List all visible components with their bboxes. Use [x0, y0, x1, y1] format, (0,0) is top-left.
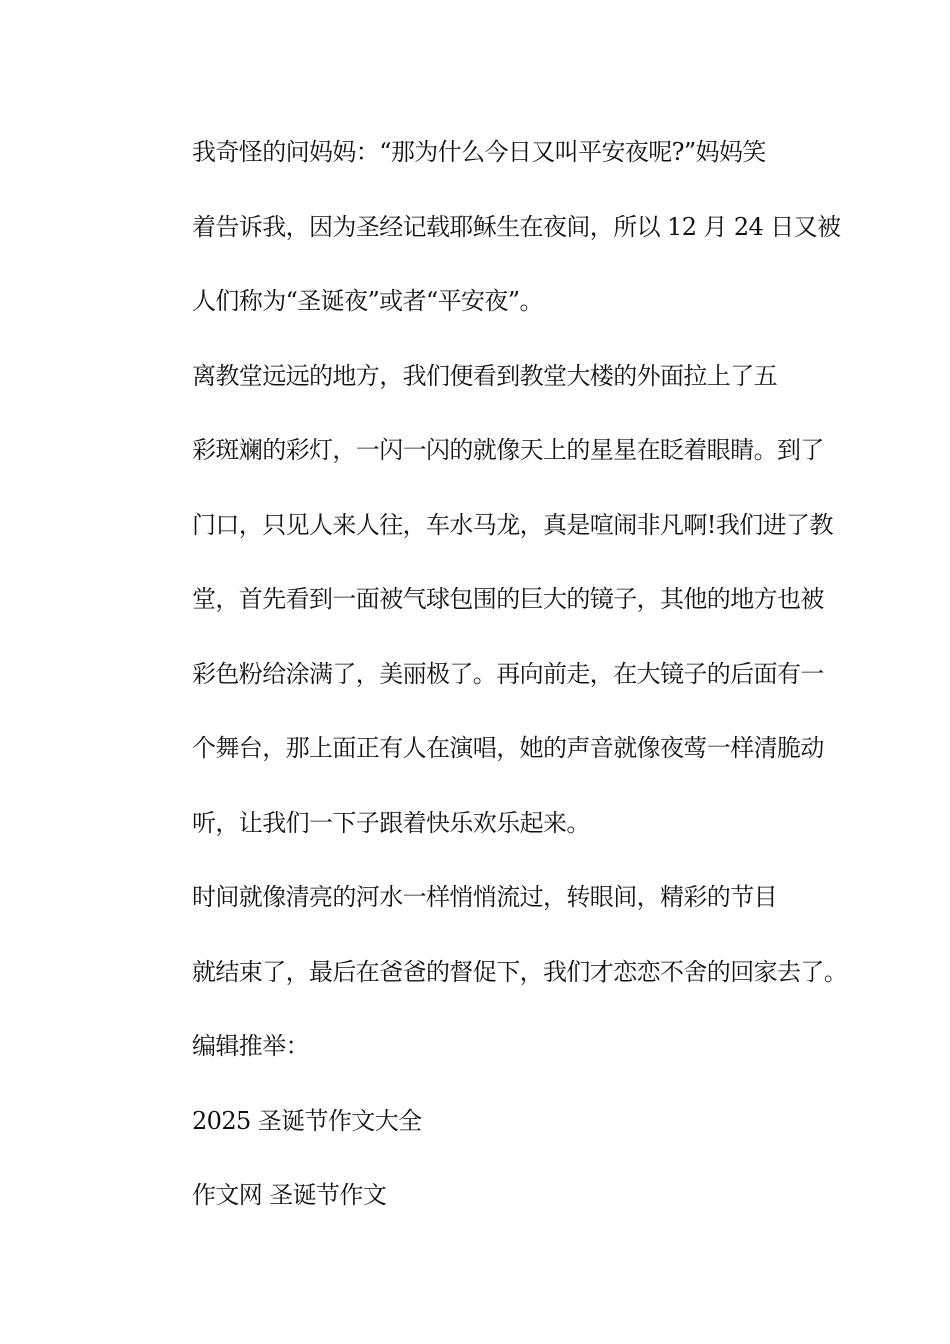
text-line: 我奇怪的问妈妈：“那为什么今日又叫平安夜呢?”妈妈笑: [192, 138, 766, 166]
text-line: 编辑推举：: [192, 1032, 309, 1060]
text-line: 门口，只见人来人往，车水马龙，真是喧闹非凡啊!我们进了教: [192, 510, 833, 539]
text-line: 彩斑斓的彩灯，一闪一闪的就像天上的星星在眨着眼睛。到了: [192, 436, 824, 464]
paragraph-ending: [144, 860, 848, 1009]
text-line: 个舞台，那上面正有人在演唱，她的声音就像夜莺一样清脆动: [192, 734, 824, 762]
text-line: 人们称为“圣诞夜”或者“平安夜”。: [192, 287, 543, 315]
text-line: 作文网 圣诞节作文: [192, 1181, 387, 1209]
editor-recommendation-label: [144, 1009, 808, 1084]
text-line: 彩色粉给涂满了，美丽极了。再向前走，在大镜子的后面有一: [192, 659, 824, 688]
recommended-link-christmas-essays: [144, 1084, 808, 1159]
text-line: 2025 圣诞节作文大全: [192, 1106, 422, 1135]
text-line: 就结束了，最后在爸爸的督促下，我们才恋恋不舍的回家去了。: [192, 957, 848, 986]
text-line: 时间就像清亮的河水一样悄悄流过，转眼间，精彩的节目: [192, 883, 777, 911]
text-line: 离教堂远远的地方，我们便看到教堂大楼的外面拉上了五: [192, 361, 777, 390]
article-body: [144, 115, 848, 1233]
text-line: 着告诉我，因为圣经记载耶稣生在夜间，所以 12 月 24 日又被: [192, 212, 841, 241]
recommended-link-essay-site: [144, 1158, 808, 1233]
text-line: 听，让我们一下子跟着快乐欢乐起来。: [192, 808, 590, 837]
text-line: 堂，首先看到一面被气球包围的巨大的镜子，其他的地方也被: [192, 585, 824, 613]
paragraph-church-visit: [144, 339, 833, 861]
paragraph-christmas-eve-explanation: [144, 115, 841, 339]
